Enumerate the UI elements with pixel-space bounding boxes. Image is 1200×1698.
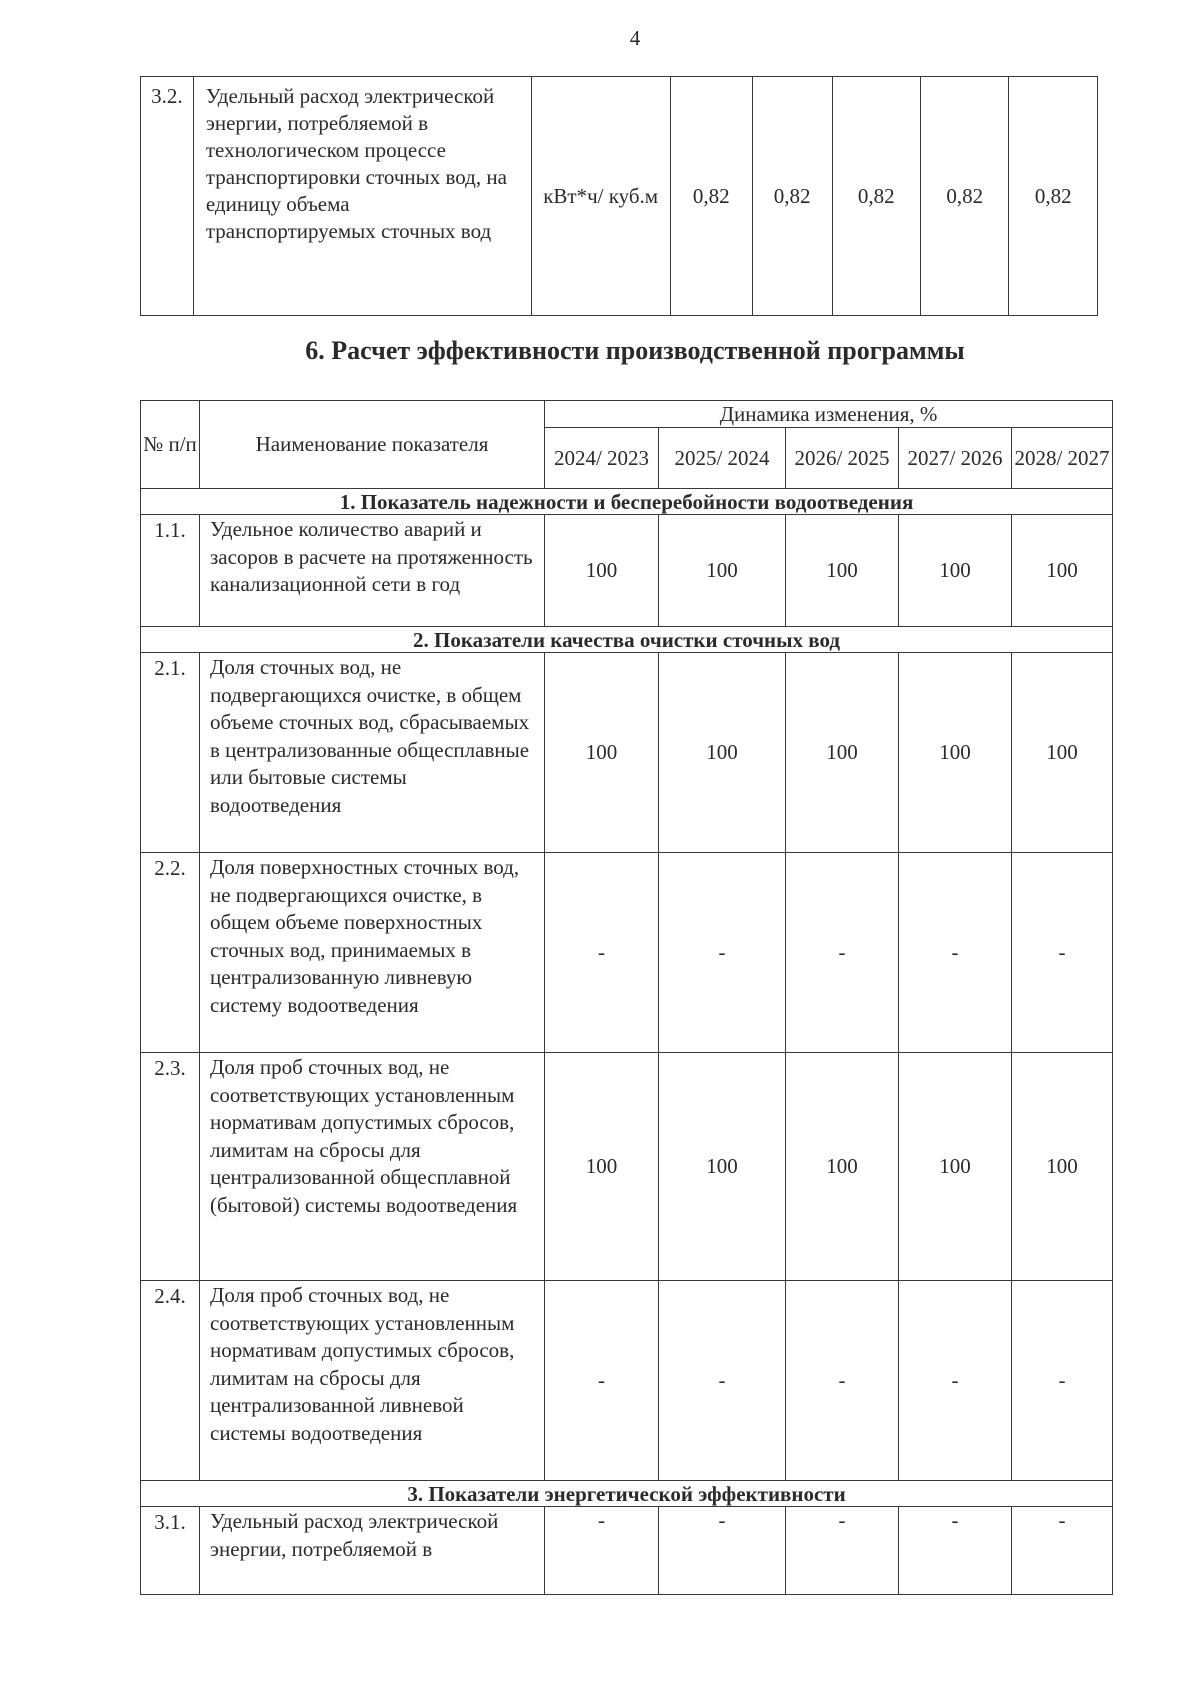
value-cell: 100 — [1012, 1053, 1113, 1281]
section-row — [141, 627, 1113, 653]
value-cell: - — [786, 1507, 899, 1595]
value-cell: - — [659, 853, 786, 1053]
header-row — [141, 401, 1113, 428]
header-number: № п/п — [141, 401, 200, 489]
section-heading: 1. Показатель надежности и бесперебойности водоотведения — [141, 489, 1113, 515]
row-number: 2.3. — [141, 1053, 200, 1281]
value-cell: - — [659, 1507, 786, 1595]
section-heading: 2. Показатели качества очистки сточных вод — [141, 627, 1113, 653]
table-row — [141, 1507, 1113, 1595]
row-number: 3.1. — [141, 1507, 200, 1595]
value-cell: - — [786, 853, 899, 1053]
value-cell: 100 — [545, 1053, 659, 1281]
value-cell: - — [545, 1281, 659, 1481]
table-row — [141, 1053, 1113, 1281]
indicator-name: Доля поверхностных сточных вод, не подвергающихся очистке, в общем объеме поверхностных сточных вод, принимаемых в централизованную ливневую систему водоотведения — [200, 853, 545, 1053]
value-cell: - — [786, 1281, 899, 1481]
row-number: 1.1. — [141, 515, 200, 627]
value-cell: - — [899, 1507, 1012, 1595]
page-number: 4 — [629, 26, 641, 50]
row-number: 3.2. — [141, 77, 194, 316]
value-cell: 0,82 — [670, 77, 752, 316]
section-title: 6. Расчет эффективности производственной программы — [305, 336, 965, 365]
value-cell: 0,82 — [921, 77, 1009, 316]
value-cell: - — [1012, 853, 1113, 1053]
value-cell: - — [1012, 1507, 1113, 1595]
value-cell: 100 — [659, 653, 786, 853]
table-row — [141, 853, 1113, 1053]
value-cell: 100 — [899, 515, 1012, 627]
value-cell: 100 — [899, 1053, 1012, 1281]
value-cell: 100 — [786, 515, 899, 627]
section-row — [141, 1481, 1113, 1507]
indicator-name: Доля проб сточных вод, не соответствующих установленным нормативам допустимых сбросов, лимитам на сбросы для централизованной общесплавной (бытовой) системы водоотведения — [200, 1053, 545, 1281]
header-year: 2025/ 2024 — [659, 428, 786, 489]
section-heading: 3. Показатели энергетической эффективности — [141, 1481, 1113, 1507]
top-continuation-table — [140, 76, 1098, 316]
indicator-name: Удельный расход электрической энергии, потребляемой в — [200, 1507, 545, 1595]
value-cell: 100 — [659, 515, 786, 627]
value-cell: 100 — [1012, 515, 1113, 627]
header-year: 2026/ 2025 — [786, 428, 899, 489]
indicator-name: Доля проб сточных вод, не соответствующих установленным нормативам допустимых сбросов, лимитам на сбросы для централизованной ливневой системы водоотведения — [200, 1281, 545, 1481]
value-cell: 100 — [786, 1053, 899, 1281]
indicator-name: Доля сточных вод, не подвергающихся очистке, в общем объеме сточных вод, сбрасываемых в централизованные общесплавные или бытовые системы водоотведения — [200, 653, 545, 853]
value-cell: 0,82 — [1009, 77, 1098, 316]
header-year: 2024/ 2023 — [545, 428, 659, 489]
header-dynamics: Динамика изменения, % — [545, 401, 1113, 428]
value-cell: 100 — [545, 653, 659, 853]
table-row — [141, 1281, 1113, 1481]
row-number: 2.4. — [141, 1281, 200, 1481]
efficiency-table — [140, 400, 1113, 1595]
indicator-name: Удельный расход электрической энергии, потребляемой в технологическом процессе транспортировки сточных вод, на единицу объема транспортируемых сточных вод — [193, 77, 531, 316]
value-cell: 100 — [545, 515, 659, 627]
section-row — [141, 489, 1113, 515]
value-cell: 100 — [659, 1053, 786, 1281]
row-number: 2.2. — [141, 853, 200, 1053]
header-year: 2028/ 2027 — [1012, 428, 1113, 489]
value-cell: - — [545, 1507, 659, 1595]
row-number: 2.1. — [141, 653, 200, 853]
value-cell: - — [659, 1281, 786, 1481]
table-row — [141, 653, 1113, 853]
unit-cell: кВт*ч/ куб.м — [531, 77, 670, 316]
value-cell: 100 — [1012, 653, 1113, 853]
value-cell: - — [899, 1281, 1012, 1481]
table-row — [141, 515, 1113, 627]
header-year: 2027/ 2026 — [899, 428, 1012, 489]
value-cell: 0,82 — [752, 77, 832, 316]
indicator-name: Удельное количество аварий и засоров в расчете на протяженность канализационной сети в год — [200, 515, 545, 627]
value-cell: - — [899, 853, 1012, 1053]
value-cell: 100 — [786, 653, 899, 853]
value-cell: 100 — [899, 653, 1012, 853]
value-cell: 0,82 — [832, 77, 920, 316]
header-indicator-name: Наименование показателя — [200, 401, 545, 489]
table-row — [141, 77, 1098, 316]
value-cell: - — [1012, 1281, 1113, 1481]
value-cell: - — [545, 853, 659, 1053]
